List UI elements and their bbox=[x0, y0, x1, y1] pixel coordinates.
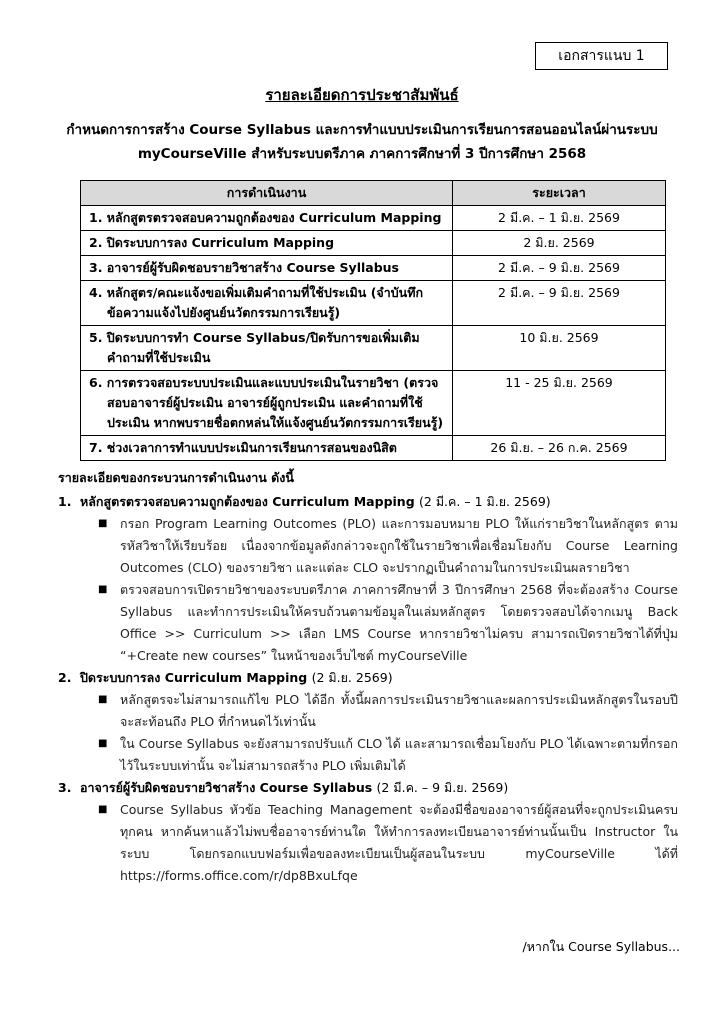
table-header-row bbox=[81, 181, 666, 206]
section-title bbox=[58, 667, 678, 689]
section-title-text: อาจารย์ผู้รับผิดชอบรายวิชาสร้าง Course Syllabus bbox=[80, 780, 373, 795]
section-number: 3. bbox=[58, 780, 72, 795]
row-period: 11 - 25 มิ.ย. 2569 bbox=[453, 371, 666, 436]
document-title: รายละเอียดการประชาสัมพันธ์ bbox=[265, 86, 459, 104]
header-period: ระยะเวลา bbox=[453, 181, 666, 206]
row-step: 6. การตรวจสอบระบบประเมินและแบบประเมินในรายวิชา (ตรวจสอบอาจารย์ผู้ประเมิน อาจารย์ผู้ถูกประเมิน และคำถามที่ใช้ประเมิน หากพบรายชื่อตกหล่นให้แจ้งศูนย์นวัตกรรมการเรียนรู้) bbox=[81, 371, 453, 436]
row-period: 26 มิ.ย. – 26 ก.ค. 2569 bbox=[453, 436, 666, 461]
table-row bbox=[81, 436, 666, 461]
list-item bbox=[98, 733, 678, 777]
table-row bbox=[81, 231, 666, 256]
row-step: 2. ปิดระบบการลง Curriculum Mapping bbox=[81, 231, 453, 256]
list-item-text: ตรวจสอบการเปิดรายวิชาของระบบตรีภาค ภาคการศึกษาที่ 3 ปีการศึกษา 2568 ที่จะต้องสร้าง Course Syllabus และทำการประเมินให้ครบถ้วนตามข้อมูลในเล่มหลักสูตร โดยตรวจสอบได้จากเมนู Back Office >> Curriculum >> เลือก LMS Course หากรายวิชาไม่ครบ สามารถเปิดรายวิชาได้ที่ปุ่ม “+Create new courses” ในหน้าของเว็บไซต์ myCourseVille bbox=[120, 582, 678, 663]
subtitle-line-2: myCourseVille สำหรับระบบตรีภาค ภาคการศึกษาที่ 3 ปีการศึกษา 2568 bbox=[137, 146, 587, 162]
document-subtitle bbox=[40, 118, 684, 166]
row-period: 2 มี.ค. – 9 มิ.ย. 2569 bbox=[453, 281, 666, 326]
list-item bbox=[98, 689, 678, 733]
row-step: 7. ช่วงเวลาการทำแบบประเมินการเรียนการสอนของนิสิต bbox=[81, 436, 453, 461]
row-period: 2 มิ.ย. 2569 bbox=[453, 231, 666, 256]
process-details bbox=[58, 467, 678, 887]
square-bullet-icon: ■ bbox=[98, 518, 108, 529]
section-title bbox=[58, 777, 678, 799]
row-period: 2 มี.ค. – 9 มิ.ย. 2569 bbox=[453, 256, 666, 281]
row-step: 3. อาจารย์ผู้รับผิดชอบรายวิชาสร้าง Course Syllabus bbox=[81, 256, 453, 281]
section-title-text: หลักสูตรตรวจสอบความถูกต้องของ Curriculum Mapping bbox=[80, 494, 415, 509]
row-period: 2 มี.ค. – 1 มิ.ย. 2569 bbox=[453, 206, 666, 231]
section-number: 2. bbox=[58, 670, 72, 685]
subtitle-line-1: กำหนดการการสร้าง Course Syllabus และการทำแบบประเมินการเรียนการสอนออนไลน์ผ่านระบบ bbox=[66, 122, 658, 138]
section-title bbox=[58, 491, 678, 513]
square-bullet-icon: ■ bbox=[98, 584, 108, 595]
header-action: การดำเนินงาน bbox=[81, 181, 453, 206]
list-item-text: กรอก Program Learning Outcomes (PLO) และการมอบหมาย PLO ให้แก่รายวิชาในหลักสูตร ตามรหัสวิชาให้เรียบร้อย เนื่องจากข้อมูลดังกล่าวจะถูกใช้ในรายวิชาเพื่อเชื่อมโยงกับ Course Learning Outcomes (CLO) ของรายวิชา และแต่ละ CLO จะปรากฏเป็นคำถามในการประเมินผลรายวิชา bbox=[120, 516, 678, 575]
list-item bbox=[98, 513, 678, 579]
table-row bbox=[81, 256, 666, 281]
list-item-text: ใน Course Syllabus จะยังสามารถปรับแก้ CLO ได้ และสามารถเชื่อมโยงกับ PLO ได้เฉพาะตามที่กรอกไว้ในระบบเท่านั้น จะไม่สามารถสร้าง PLO เพิ่มเติมได้ bbox=[120, 736, 678, 773]
list-item bbox=[98, 579, 678, 667]
details-heading: รายละเอียดของกระบวนการดำเนินงาน ดังนี้ bbox=[58, 470, 294, 485]
row-step: 5. ปิดระบบการทำ Course Syllabus/ปิดรับการขอเพิ่มเติมคำถามที่ใช้ประเมิน bbox=[81, 326, 453, 371]
list-item bbox=[98, 799, 678, 887]
square-bullet-icon: ■ bbox=[98, 694, 108, 705]
table-row bbox=[81, 326, 666, 371]
bullet-list bbox=[58, 689, 678, 777]
row-step: 4. หลักสูตร/คณะแจ้งขอเพิ่มเติมคำถามที่ใช้ประเมิน (จำบันทึกข้อความแจ้งไปยังศูนย์นวัตกรรมการเรียนรู้) bbox=[81, 281, 453, 326]
section-date: (2 มี.ค. – 1 มิ.ย. 2569) bbox=[419, 494, 551, 509]
attachment-tag: เอกสารแนบ 1 bbox=[535, 42, 668, 70]
section-date: (2 มิ.ย. 2569) bbox=[311, 670, 393, 685]
list-item-text: หลักสูตรจะไม่สามารถแก้ไข PLO ได้อีก ทั้งนี้ผลการประเมินรายวิชาและผลการประเมินหลักสูตรในรอบปีจะสะท้อนถึง PLO ที่กำหนดไว้เท่านั้น bbox=[120, 692, 678, 729]
table-row bbox=[81, 206, 666, 231]
table-row bbox=[81, 371, 666, 436]
continuation-note: /หากใน Course Syllabus... bbox=[522, 939, 680, 954]
section-title-text: ปิดระบบการลง Curriculum Mapping bbox=[80, 670, 308, 685]
bullet-list bbox=[58, 513, 678, 667]
square-bullet-icon: ■ bbox=[98, 738, 108, 749]
row-period: 10 มิ.ย. 2569 bbox=[453, 326, 666, 371]
square-bullet-icon: ■ bbox=[98, 804, 108, 815]
section-date: (2 มี.ค. – 9 มิ.ย. 2569) bbox=[376, 780, 509, 795]
table-row bbox=[81, 281, 666, 326]
schedule-table bbox=[80, 180, 666, 461]
bullet-list bbox=[58, 799, 678, 887]
list-item-text: Course Syllabus หัวข้อ Teaching Management จะต้องมีชื่อของอาจารย์ผู้สอนที่จะถูกประเมินครบทุกคน หากค้นหาแล้วไม่พบชื่ออาจารย์ท่านใด ให้ทำการลงทะเบียนอาจารย์ท่านนั้นเป็น Instructor ในระบบ โดยกรอกแบบฟอร์มเพื่อขอลงทะเบียนเป็นผู้สอนในระบบ myCourseVille ได้ที่ https://forms.office.com/r/dp8BxuLfqe bbox=[120, 802, 678, 883]
row-step: 1. หลักสูตรตรวจสอบความถูกต้องของ Curriculum Mapping bbox=[81, 206, 453, 231]
section-number: 1. bbox=[58, 494, 72, 509]
